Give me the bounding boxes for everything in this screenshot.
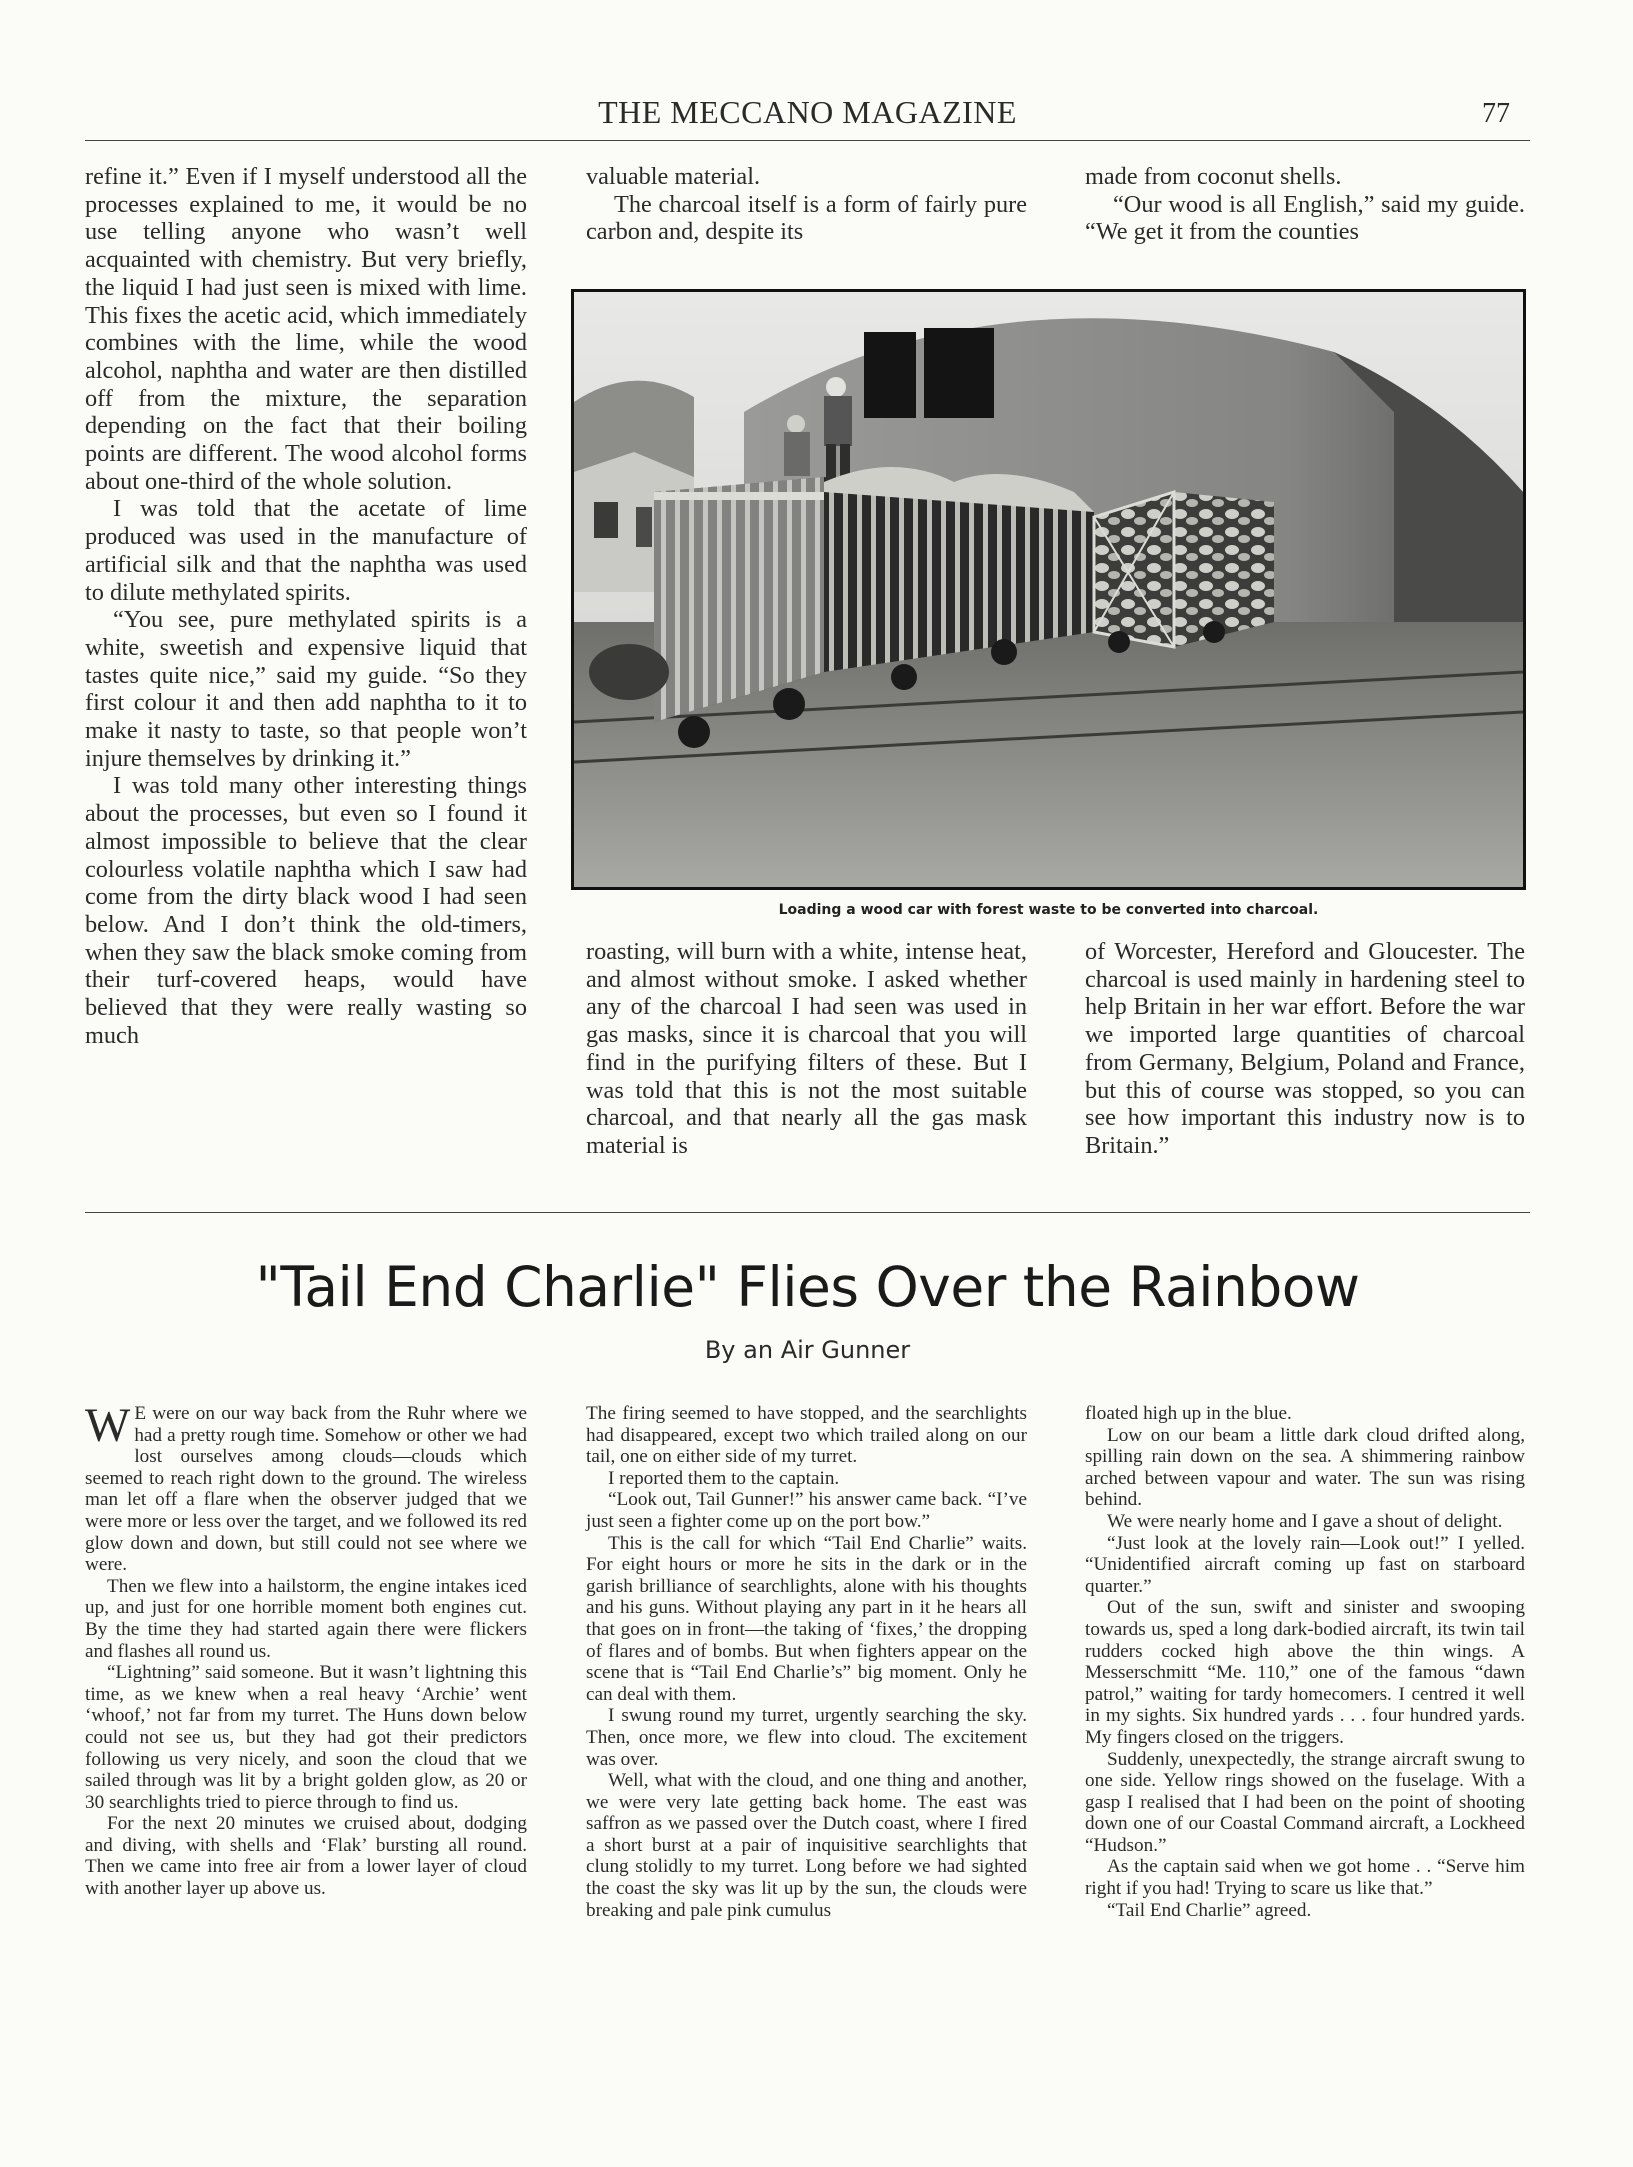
- paragraph: “Look out, Tail Gunner!” his answer came back. “I’ve just seen a fighter come up on the port bow.”: [586, 1489, 1027, 1532]
- article2-column-1: [85, 1399, 527, 1900]
- paragraph: valuable material.: [586, 163, 761, 190]
- paragraph: [85, 1399, 527, 1576]
- paragraph: of Worcester, Hereford and Gloucester. The charcoal is used mainly in hardening steel to help Britain in her war effort. Before the war we imported large quantities of charcoal from Germany, Belgium, Poland and France, but this of course was stopped, so you can see how important this industry now is to Britain.”: [1085, 938, 1525, 1159]
- drop-cap: W: [85, 1399, 131, 1452]
- article1-column-1: [85, 163, 527, 1050]
- article2-column-2: [586, 1403, 1027, 1921]
- paragraph: I was told many other interesting things about the processes, but even so I found it almost impossible to believe that the clear colourless volatile naphtha which I saw had come from the dirty black wood I had seen below. And I don’t think the old-timers, when they saw the black smoke coming from their turf-covered heaps, would have believed that they were really wasting so much: [85, 772, 527, 1049]
- paragraph: Then we flew into a hailstorm, the engine intakes iced up, and just for one horrible moment both engines cut. By the time they had started again there were flickers and flashes all round us.: [85, 1575, 527, 1662]
- paragraph: As the captain said when we got home . . “Serve him right if you had! Trying to scare us like that.”: [1085, 1856, 1525, 1900]
- paragraph: The charcoal itself is a form of fairly pure carbon and, despite its: [586, 190, 1027, 246]
- charcoal-works-illustration: [574, 292, 1523, 887]
- paragraph: I swung round my turret, urgently searching the sky. Then, once more, we flew into cloud. The excitement was over.: [586, 1705, 1027, 1770]
- paragraph: Low on our beam a little dark cloud drifted along, spilling rain down on the sea. A shimmering rainbow arched between vapour and water. The sun was rising behind.: [1085, 1424, 1525, 1511]
- running-head: [85, 90, 1530, 141]
- photo-caption: Loading a wood car with forest waste to be converted into charcoal.: [778, 902, 1319, 918]
- paragraph-text: E were on our way back from the Ruhr where we had a pretty rough time. Somehow or other we had lost ourselves among clouds—clouds which seemed to reach right down to the ground. The wireless man let off a flare when the observer judged that we were more or less over the target, and we followed its red glow down and down, but still could not see where we were.: [85, 1403, 527, 1576]
- article2-column-3: [1085, 1403, 1525, 1921]
- section-divider: [85, 1212, 1530, 1213]
- paragraph: This is the call for which “Tail End Charlie” waits. For eight hours or more he sits in the dark or in the garish brilliance of searchlights, alone with his thoughts and his guns. Without playing any part in it he hears all that goes on in front—the taking of ‘fixes,’ the dropping of flares and of bombs. But when fighters appear on the scene that is “Tail End Charlie’s” big moment. Only he can deal with them.: [586, 1532, 1027, 1705]
- paragraph: For the next 20 minutes we cruised about, dodging and diving, with shells and ‘Flak’ bursting all round. Then we came into free air from a lower layer of cloud with another layer up above us.: [85, 1813, 527, 1900]
- paragraph: made from coconut shells.: [1085, 163, 1342, 190]
- article1-column-3-top: [1085, 163, 1525, 246]
- article1-column-3-bottom: [1085, 938, 1525, 1160]
- paragraph: I was told that the acetate of lime produced was used in the manufacture of artificial silk and that the naphtha was used to dilute methylated spirits.: [85, 495, 527, 606]
- article-byline: By an Air Gunner: [704, 1336, 911, 1364]
- paragraph: “You see, pure methylated spirits is a white, sweetish and expensive liquid that tastes quite nice,” said my guide. “So they first colour it and then add naphtha to it to make it nasty to taste, so that people won’t injure themselves by drinking it.”: [85, 606, 527, 772]
- paragraph: refine it.” Even if I myself understood all the processes explained to me, it would be no use telling anyone who wasn’t well acquainted with chemistry. But very briefly, the liquid I had just seen is mixed with lime. This fixes the acetic acid, which immediately combines with the lime, while the wood alcohol, naphtha and water are then distilled off from the mixture, the separation depending on the fact that their boiling points are different. The wood alcohol forms about one-third of the whole solution.: [85, 163, 527, 495]
- page-number: 77: [1482, 98, 1510, 129]
- paragraph: Suddenly, unexpectedly, the strange aircraft swung to one side. Yellow rings showed on the fuselage. With a gasp I realised that I had been on the point of shooting down one of our Coastal Command aircraft, a Lockheed “Hudson.”: [1085, 1748, 1525, 1856]
- paragraph: roasting, will burn with a white, intense heat, and almost without smoke. I asked whether any of the charcoal I had seen was used in gas masks, since it is charcoal that you will find in the purifying filters of these. But I was told that this is not the most suitable charcoal, and that nearly all the gas mask material is: [586, 938, 1027, 1159]
- paragraph: We were nearly home and I gave a shout of delight.: [1107, 1510, 1503, 1532]
- paragraph: Well, what with the cloud, and one thing and another, we were very late getting back home. The east was saffron as we passed over the Dutch coast, where I fired a short burst at a pair of inquisitive searchlights that clung stolidly to my turret. Long before we had sighted the coast the sky was lit up by the sun, the clouds were breaking and pale pink cumulus: [586, 1770, 1027, 1921]
- paragraph: “Our wood is all English,” said my guide. “We get it from the counties: [1085, 190, 1525, 246]
- article-headline: "Tail End Charlie" Flies Over the Rainbow: [255, 1255, 1360, 1319]
- paragraph: “Lightning” said someone. But it wasn’t lightning this time, as we knew when a real heavy ‘Archie’ went ‘whoof,’ not far from my turret. The Huns down below could not see us, but they had got their predictors following us very nicely, and soon the cloud that we sailed through was lit by a bright golden glow, as 20 or 30 searchlights tried to pierce through to find us.: [85, 1662, 527, 1813]
- magazine-title: THE MECCANO MAGAZINE: [598, 94, 1017, 130]
- paragraph: I reported them to the captain.: [608, 1467, 840, 1489]
- paragraph: “Tail End Charlie” agreed.: [1107, 1899, 1312, 1921]
- article1-column-2-top: [586, 163, 1027, 246]
- paragraph: The firing seemed to have stopped, and the searchlights had disappeared, except two which trailed along on our tail, one on either side of my turret.: [586, 1403, 1027, 1468]
- paragraph: “Just look at the lovely rain—Look out!” I yelled. “Unidentified aircraft coming up fast on starboard quarter.”: [1085, 1532, 1525, 1597]
- wood-car-photo: [571, 289, 1526, 890]
- paragraph: Out of the sun, swift and sinister and swooping towards us, sped a long dark-bodied aircraft, its twin tail rudders cocked high above the thin wings. A Messerschmitt “Me. 110,” one of the famous “dawn patrol,” waiting for tardy homecomers. I centred it well in my sights. Six hundred yards . . . four hundred yards. My fingers closed on the triggers.: [1085, 1597, 1525, 1748]
- article1-column-2-bottom: [586, 938, 1027, 1160]
- paragraph: floated high up in the blue.: [1085, 1403, 1292, 1424]
